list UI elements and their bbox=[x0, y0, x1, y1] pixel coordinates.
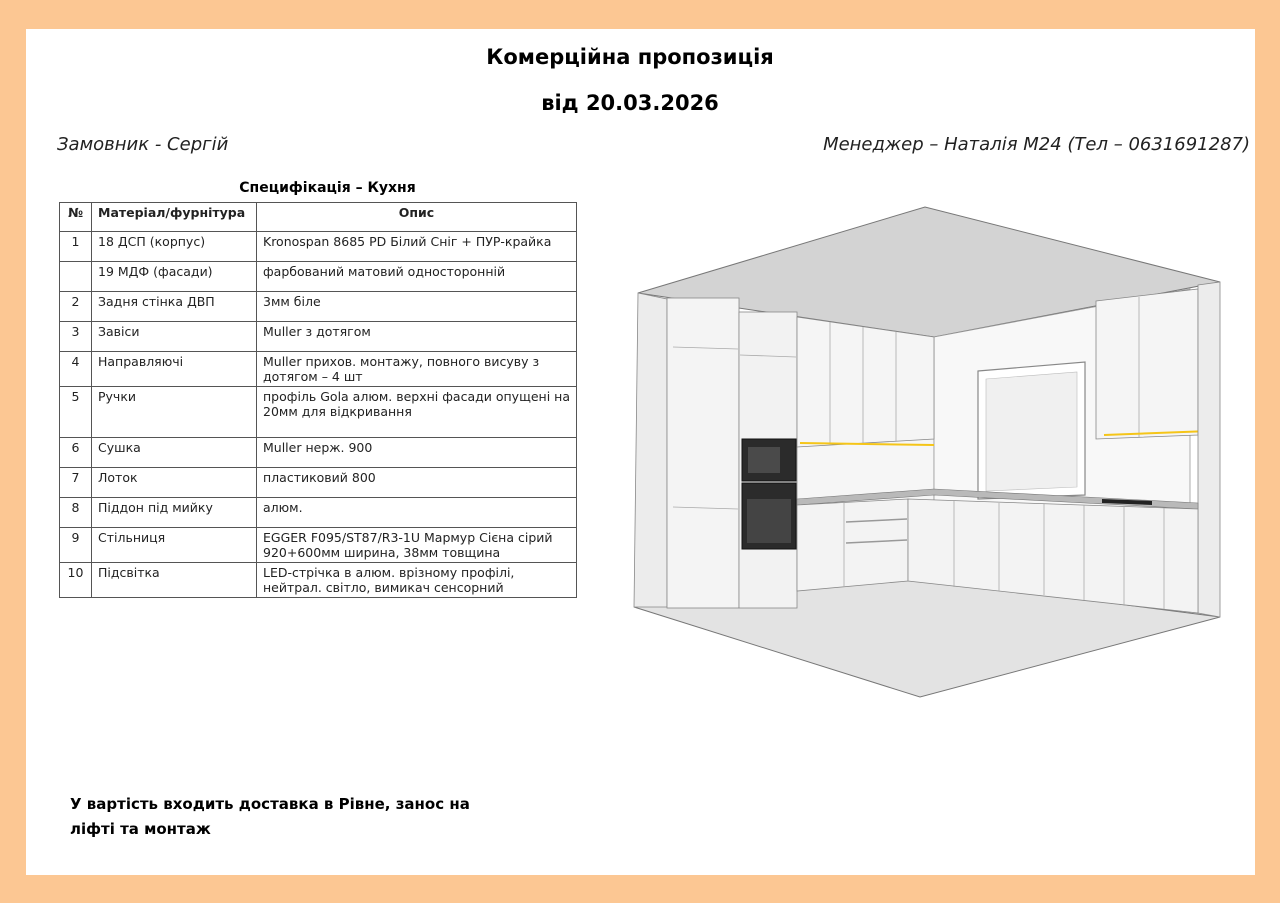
row-number: 6 bbox=[60, 438, 92, 468]
row-material: Лоток bbox=[92, 468, 257, 498]
table-row bbox=[60, 322, 577, 352]
row-description: Muller з дотягом bbox=[257, 322, 577, 352]
page-title: Комерційна пропозиція bbox=[486, 45, 774, 69]
row-material: Ручки bbox=[92, 387, 257, 438]
upper-cabinets-right bbox=[1096, 289, 1198, 439]
row-description: Muller нерж. 900 bbox=[257, 438, 577, 468]
left-side-panel bbox=[634, 293, 667, 607]
spec-header-row bbox=[60, 203, 577, 232]
tall-cabinet-left bbox=[667, 298, 739, 608]
table-row bbox=[60, 232, 577, 262]
row-material: Направляючі bbox=[92, 352, 257, 387]
row-number bbox=[60, 262, 92, 292]
table-row bbox=[60, 292, 577, 322]
row-number: 4 bbox=[60, 352, 92, 387]
row-number: 3 bbox=[60, 322, 92, 352]
row-material: 18 ДСП (корпус) bbox=[92, 232, 257, 262]
row-description: LED-стрічка в алюм. врізному профілі, нейтрал. світло, вимикач сенсорний bbox=[257, 563, 577, 598]
col-material: Матеріал/фурнітура bbox=[92, 203, 257, 232]
spec-table bbox=[59, 202, 577, 598]
manager-contact: Менеджер – Наталія М24 (Тел – 0631691287) bbox=[823, 134, 1250, 155]
right-side-panel bbox=[1198, 282, 1220, 617]
footer-note: У вартість входить доставка в Рівне, занос на ліфті та монтаж bbox=[70, 795, 470, 838]
row-number: 9 bbox=[60, 528, 92, 563]
col-description: Опис bbox=[257, 203, 577, 232]
upper-cabinets-left bbox=[797, 317, 934, 447]
table-row bbox=[60, 387, 577, 438]
kitchen-render bbox=[604, 177, 1224, 702]
row-description: Kronospan 8685 PD Білий Сніг + ПУР-крайка bbox=[257, 232, 577, 262]
row-description: EGGER F095/ST87/R3-1U Мармур Сієна сірий 920+600мм ширина, 38мм товщина bbox=[257, 528, 577, 563]
row-material: Сушка bbox=[92, 438, 257, 468]
table-row bbox=[60, 262, 577, 292]
row-description: Muller прихов. монтажу, повного висуву з дотягом – 4 шт bbox=[257, 352, 577, 387]
row-number: 10 bbox=[60, 563, 92, 598]
col-number: № bbox=[60, 203, 92, 232]
table-row bbox=[60, 498, 577, 528]
offer-date: від 20.03.2026 bbox=[541, 91, 719, 115]
base-cabinets-left bbox=[797, 499, 908, 591]
table-row bbox=[60, 352, 577, 387]
row-number: 1 bbox=[60, 232, 92, 262]
row-material: 19 МДФ (фасади) bbox=[92, 262, 257, 292]
row-description: алюм. bbox=[257, 498, 577, 528]
row-material: Задня стінка ДВП bbox=[92, 292, 257, 322]
table-row bbox=[60, 528, 577, 563]
spec-title: Специфікація – Кухня bbox=[239, 180, 416, 196]
customer-name: Замовник - Сергій bbox=[57, 134, 229, 155]
row-description: фарбований матовий односторонній bbox=[257, 262, 577, 292]
row-material: Підсвітка bbox=[92, 563, 257, 598]
row-material: Піддон під мийку bbox=[92, 498, 257, 528]
row-number: 5 bbox=[60, 387, 92, 438]
table-row bbox=[60, 563, 577, 598]
table-row bbox=[60, 438, 577, 468]
row-description: 3мм біле bbox=[257, 292, 577, 322]
table-row bbox=[60, 468, 577, 498]
row-material: Завіси bbox=[92, 322, 257, 352]
row-number: 2 bbox=[60, 292, 92, 322]
row-description: профіль Gola алюм. верхні фасади опущені на 20мм для відкривання bbox=[257, 387, 577, 438]
row-material: Стільниця bbox=[92, 528, 257, 563]
row-number: 7 bbox=[60, 468, 92, 498]
row-number: 8 bbox=[60, 498, 92, 528]
row-description: пластиковий 800 bbox=[257, 468, 577, 498]
